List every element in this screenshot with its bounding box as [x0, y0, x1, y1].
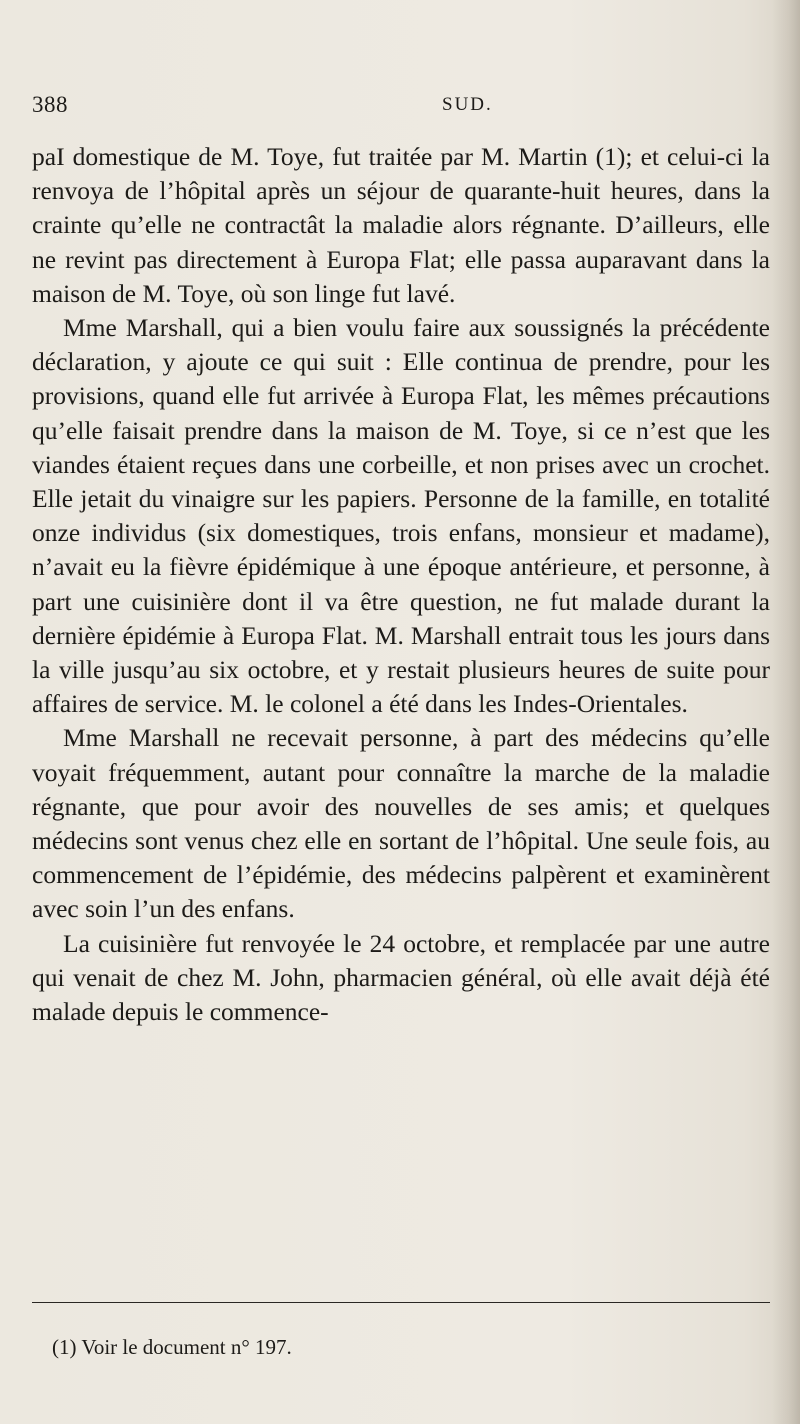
paragraph-3-text: Marshall ne recevait personne, à part des médecins qu’elle voyait fréquemment, autant pour connaître la marche de la maladie régnante, que pour avoir des nouvelles de ses amis; et quelques médecins sont venus chez elle en sortant de l’hôpital. Une seule fois, au commencement de l’épidémie, des médecins palpèrent et examinèrent avec soin l’un des enfans. [32, 723, 770, 924]
page-header [32, 92, 772, 120]
paragraph-4: La cuisinière fut renvoyée le 24 octobre, et remplacée par une autre qui venait de chez M. John, pharmacien général, où elle avait déjà été malade depuis le commence- [32, 928, 770, 1027]
footnote: (1) Voir le document n° 197. [52, 1335, 292, 1359]
page-edge-shadow [772, 0, 800, 1424]
page-number: 388 [32, 92, 68, 117]
title-abbreviation: Mme [63, 723, 117, 753]
paragraph-1: paI domestique de M. Toye, fut traitée par M. Martin (1); et celui-ci la renvoya de l’hôpital après un séjour de quarante-huit heures, dans la crainte qu’elle ne contractât la maladie alors régnante. D’ailleurs, elle ne revint pas directement à Europa Flat; elle passa auparavant dans la maison de M. Toye, où son linge fut lavé. [32, 142, 770, 308]
running-head: SUD. [442, 94, 493, 115]
footnote-divider [32, 1302, 770, 1303]
title-abbreviation: Mme [63, 313, 117, 343]
body-text [32, 140, 770, 1029]
paragraph-3 [32, 721, 770, 926]
paragraph-2-text: Marshall, qui a bien voulu faire aux soussignés la précédente déclaration, y ajoute ce qui suit : Elle continua de prendre, pour les provisions, quand elle fut arrivée à Europa Flat, les mêmes précautions qu’elle faisait prendre dans la maison de M. Toye, si ce n’est que les viandes étaient reçues dans une corbeille, et non prises avec un crochet. Elle jetait du vinaigre sur les papiers. Personne de la famille, en totalité onze individus (six domestiques, trois enfans, monsieur et madame), n’avait eu la fièvre épidémique à une époque antérieure, et personne, à part une cuisinière dont il va être question, ne fut malade durant la dernière épidémie à Europa Flat. M. Marshall entrait tous les jours dans la ville jusqu’au six octobre, et y restait plusieurs heures de suite pour affaires de service. M. le colonel a été dans les Indes-Orientales. [32, 313, 770, 719]
paragraph-2 [32, 311, 770, 721]
